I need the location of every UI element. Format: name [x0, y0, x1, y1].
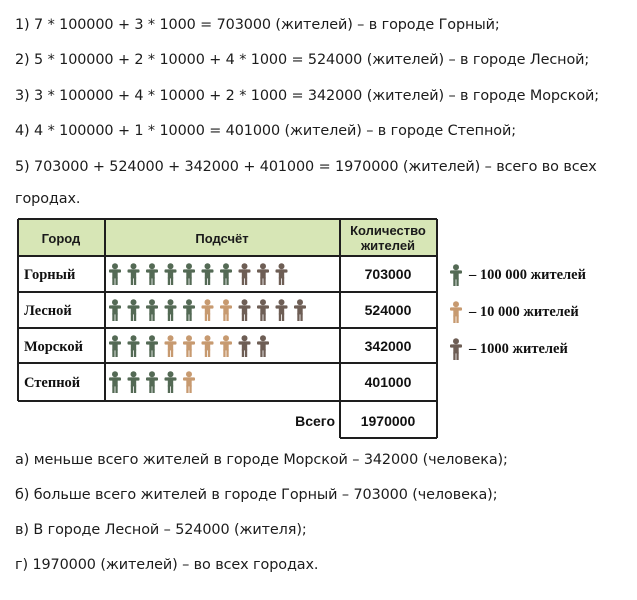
person-hundred-thousand-icon — [109, 299, 121, 321]
person-hundred-thousand-icon — [165, 299, 177, 321]
person-ten-thousand-icon — [202, 299, 214, 321]
solution-line-5: 5) 703000 + 524000 + 342000 + 401000 = 1970000 (жителей) – всего во всех — [15, 159, 597, 175]
legend-person-icon — [450, 338, 462, 360]
answer-b: б) больше всего жителей в городе Горный – 703000 (человека); — [15, 487, 498, 503]
solution-line-1: 1) 7 * 100000 + 3 * 1000 = 703000 (жителей) – в городе Горный; — [15, 17, 500, 33]
population-value: 342000 — [364, 338, 412, 354]
person-hundred-thousand-icon — [183, 263, 195, 285]
person-hundred-thousand-icon — [128, 335, 140, 357]
legend-label: – 10 000 жителей — [469, 304, 579, 320]
population-value: 703000 — [364, 266, 412, 282]
person-hundred-thousand-icon — [128, 263, 140, 285]
person-ten-thousand-icon — [165, 335, 177, 357]
population-value: 524000 — [364, 302, 412, 318]
total-label: Всего — [295, 413, 335, 429]
person-thousand-icon — [294, 299, 306, 321]
person-thousand-icon — [257, 335, 269, 357]
legend-person-icon — [450, 264, 462, 286]
header-count: Подсчёт — [195, 231, 249, 246]
person-hundred-thousand-icon — [165, 263, 177, 285]
city-name: Лесной — [24, 303, 72, 319]
city-name: Горный — [24, 267, 76, 283]
person-hundred-thousand-icon — [183, 299, 195, 321]
person-thousand-icon — [239, 335, 251, 357]
person-hundred-thousand-icon — [146, 335, 158, 357]
person-thousand-icon — [257, 263, 269, 285]
person-hundred-thousand-icon — [146, 371, 158, 393]
person-hundred-thousand-icon — [146, 263, 158, 285]
person-thousand-icon — [239, 263, 251, 285]
city-name: Степной — [24, 375, 81, 391]
solution-line-3: 3) 3 * 100000 + 4 * 10000 + 2 * 1000 = 342000 (жителей) – в городе Морской; — [15, 88, 600, 104]
header-qty-line1: Количество — [350, 223, 426, 238]
solution-line-2: 2) 5 * 100000 + 2 * 10000 + 4 * 1000 = 524000 (жителей) – в городе Лесной; — [15, 52, 590, 68]
person-hundred-thousand-icon — [146, 299, 158, 321]
person-hundred-thousand-icon — [109, 371, 121, 393]
answer-d: г) 1970000 (жителей) – во всех городах. — [15, 557, 319, 573]
person-ten-thousand-icon — [183, 371, 195, 393]
person-hundred-thousand-icon — [128, 299, 140, 321]
person-ten-thousand-icon — [202, 335, 214, 357]
total-value: 1970000 — [360, 413, 416, 429]
person-hundred-thousand-icon — [109, 335, 121, 357]
answer-c: в) В городе Лесной – 524000 (жителя); — [15, 522, 307, 538]
population-value: 401000 — [364, 374, 412, 390]
legend-label: – 100 000 жителей — [469, 267, 586, 283]
solution-line-5-continued: городах. — [15, 191, 81, 207]
person-thousand-icon — [257, 299, 269, 321]
person-hundred-thousand-icon — [220, 263, 232, 285]
answer-a: а) меньше всего жителей в городе Морской – 342000 (человека); — [15, 452, 508, 468]
legend-label: – 1000 жителей — [469, 341, 568, 357]
city-name: Морской — [24, 339, 84, 355]
person-ten-thousand-icon — [220, 299, 232, 321]
person-hundred-thousand-icon — [165, 371, 177, 393]
legend — [468, 267, 586, 357]
pictograph-table — [17, 218, 632, 440]
legend-person-icon — [450, 301, 462, 323]
person-thousand-icon — [276, 263, 288, 285]
person-thousand-icon — [239, 299, 251, 321]
header-city: Город — [41, 231, 81, 246]
person-hundred-thousand-icon — [109, 263, 121, 285]
person-thousand-icon — [276, 299, 288, 321]
person-hundred-thousand-icon — [202, 263, 214, 285]
person-ten-thousand-icon — [183, 335, 195, 357]
header-qty-line2: жителей — [360, 238, 416, 253]
solution-line-4: 4) 4 * 100000 + 1 * 10000 = 401000 (жителей) – в городе Степной; — [15, 123, 516, 139]
person-ten-thousand-icon — [220, 335, 232, 357]
person-hundred-thousand-icon — [128, 371, 140, 393]
